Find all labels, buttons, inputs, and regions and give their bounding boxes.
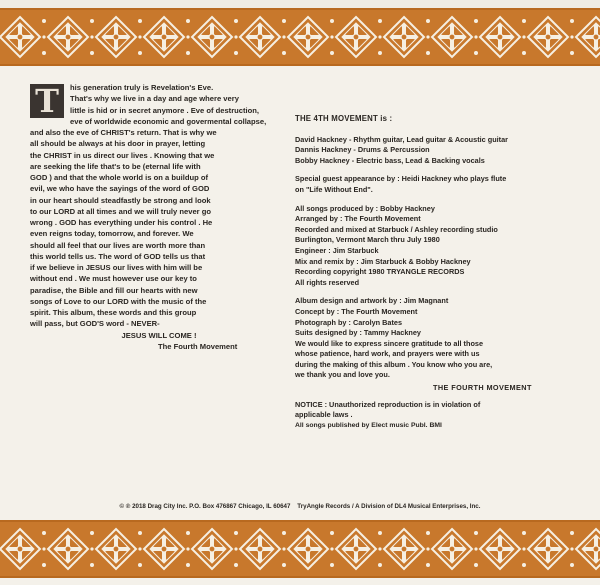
essay-line: if we believe in JESUS our lives with him will be	[30, 263, 203, 272]
publisher-line: All songs published by Elect music Publ. BMI	[295, 421, 442, 429]
artwork-credit: Photograph by : Carolyn Bates	[295, 317, 403, 327]
essay-line: paradise, the Bible and fill our hearts with new	[30, 285, 198, 295]
production-credit: Burlington, Vermont March thru July 1980	[295, 235, 440, 245]
essay-line: GOD ) and that the whole world is on a buildup of	[30, 173, 209, 182]
artwork-credit: Album design and artwork by : Jim Magnant	[295, 296, 449, 306]
production-credit: All songs produced by : Bobby Hackney	[295, 203, 435, 213]
production-credit: Recording copyright 1980 TRYANGLE RECORDS	[295, 267, 465, 277]
copyright-text: © ℗ 2018 Drag City Inc. P.O. Box 476867 Chicago, IL 60647	[119, 503, 291, 510]
label-text: TryAngle Records / A Division of DL4 Musical Enterprises, Inc.	[297, 503, 481, 510]
member-credit: Dannis Hackney - Drums & Percussion	[295, 145, 430, 155]
page-edge	[0, 0, 600, 8]
thanks-line: during the making of this album . You know who you are,	[295, 359, 493, 369]
essay-line: without end . We must however use our key to	[30, 274, 197, 284]
essay-line: even reigns today, tomorrow, and forever. We	[30, 229, 194, 239]
essay-line: wrong . GOD has everything under his control . He	[30, 218, 213, 227]
top-ornament-pattern	[0, 10, 600, 64]
guest-credit: Special guest appearance by : Heidi Hackney who plays flute	[295, 174, 507, 184]
essay-closing: JESUS WILL COME !	[121, 330, 197, 340]
essay-line: in our heart should steadfastly be strong and look	[30, 195, 211, 205]
production-credit: Recorded and mixed at Starbuck / Ashley recording studio	[295, 224, 498, 234]
member-credit: David Hackney - Rhythm guitar, Lead guitar & Acoustic guitar	[295, 134, 509, 144]
thanks-line: we thank you and love you.	[295, 370, 390, 380]
copyright-footer	[0, 503, 600, 510]
thanks-line: whose patience, hard work, and prayers were with us	[295, 349, 480, 359]
essay-line: will pass, but GOD'S word - NEVER-	[30, 319, 160, 329]
band-signature: THE FOURTH MOVEMENT	[433, 383, 532, 393]
bottom-ornament-pattern	[0, 522, 600, 576]
essay-line: this world tells us. The word of GOD tells us that	[30, 251, 206, 261]
essay-line: the CHRIST in us direct our lives . Knowing that we	[30, 150, 215, 160]
essay-line: all should be always at his door in prayer, letting	[30, 139, 206, 149]
artwork-credit: Suits designed by : Tammy Hackney	[295, 328, 421, 338]
essay-line: to our LORD at all times and we will truly never go	[30, 206, 212, 216]
production-credit: Mix and remix by : Jim Starbuck & Bobby Hackney	[295, 256, 471, 266]
top-ornament-band	[0, 8, 600, 66]
essay-line: That's why we live in a day and age where very	[70, 94, 239, 104]
essay-line: his generation truly is Revelation's Eve.	[70, 83, 214, 92]
essay-line: little is hid or in secret anymore . Eve of destruction,	[70, 105, 260, 115]
essay-line: and also the eve of CHRIST's return. That is why we	[30, 128, 217, 137]
notice-line: NOTICE : Unauthorized reproduction is in violation of	[295, 399, 481, 409]
artwork-credit: Concept by : The Fourth Movement	[295, 306, 418, 316]
notice-line: applicable laws .	[295, 410, 353, 420]
credits-heading: THE 4TH MOVEMENT is :	[295, 114, 393, 123]
essay-line: spirit. This album, these words and this group	[30, 308, 197, 317]
production-credit: Arranged by : The Fourth Movement	[295, 214, 421, 224]
production-credit: Engineer : Jim Starbuck	[295, 245, 379, 255]
bottom-ornament-band	[0, 520, 600, 578]
guest-credit: on "Life Without End".	[295, 184, 373, 194]
dropcap-letter: T	[30, 84, 64, 118]
credits-column	[295, 114, 585, 431]
liner-essay	[30, 82, 288, 352]
essay-line: are seeking the life that's to be (eternal life with	[30, 161, 201, 171]
thanks-line: We would like to express sincere gratitude to all those	[295, 338, 484, 348]
production-credit: All rights reserved	[295, 277, 360, 287]
essay-line: evil, we who have the sayings of the word of GOD	[30, 184, 210, 194]
essay-signature: The Fourth Movement	[158, 341, 238, 351]
member-credit: Bobby Hackney - Electric bass, Lead & Backing vocals	[295, 155, 485, 165]
essay-line: songs of Love to our LORD with the music of the	[30, 296, 207, 306]
essay-line: eve of worldwide economic and govermental collapse,	[70, 116, 267, 126]
essay-line: should all feel that our lives are worth more than	[30, 240, 206, 250]
